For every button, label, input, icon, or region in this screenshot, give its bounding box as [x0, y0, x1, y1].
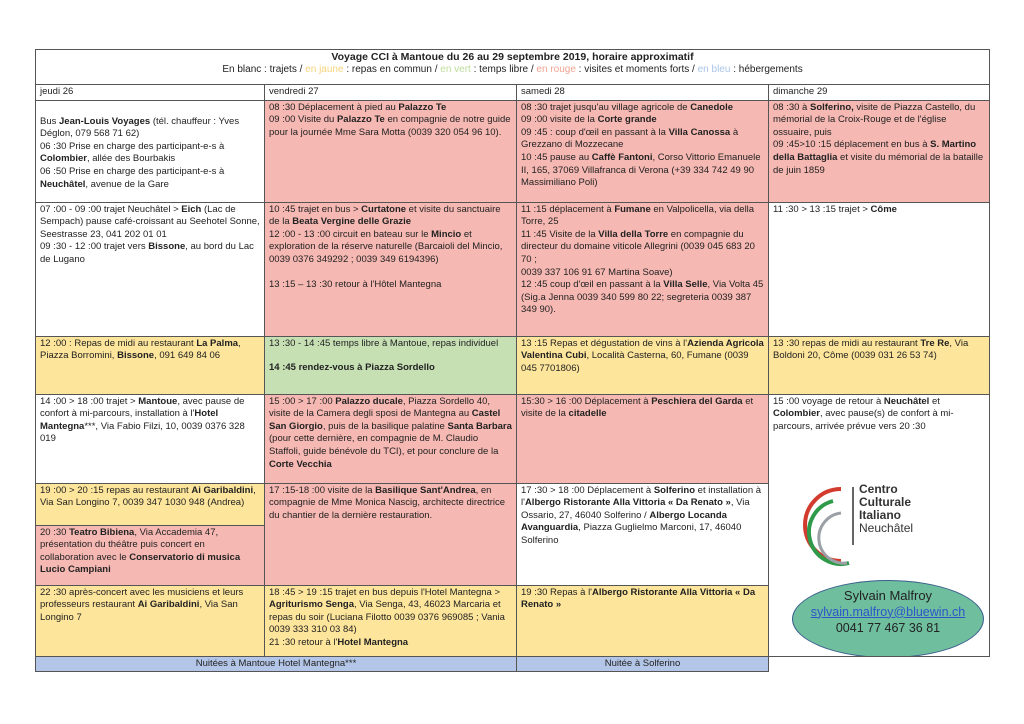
samedi-solferino-hotel: 17 :30 > 18 :00 Déplacement à Solferino et installation à l'Albergo Ristorante Alla Vittoria « Da Renato », Via Ossario, 27, 46040 Solferino / Albergo Locanda Avanguardia, Piazza Guglielmo Marconi, 17, 46040 Solferino	[517, 483, 769, 585]
vendredi-free-time: 13 :30 - 14 :45 temps libre à Mantoue, repas individuel 14 :45 rendez-vous à Piazza Sordello	[265, 336, 517, 394]
jeudi-trip-mantoue: 14 :00 > 18 :00 trajet > Mantoue, avec pause de confort à mi-parcours, installation à l'Hotel Mantegna***, Via Fabio Filzi, 10, 0039 0376 328 019	[36, 394, 265, 483]
samedi-fumane-villa: 11 :15 déplacement à Fumane en Valpolicella, via della Torre, 25 11 :45 Visite de la Villa della Torre en compagnie du directeur du domaine viticole Allegrini (0039 045 683 20 70 ; 0039 337 106 91 67 Martina Soave) 12 :45 coup d'œil en passant à la Villa Selle, Via Volta 45 (Sig.a Jenna 0039 340 599 80 22; segreteria 0039 387 349 90).	[517, 202, 769, 336]
day-header-dimanche: dimanche 29	[769, 85, 990, 101]
schedule-sheet	[35, 49, 989, 672]
contact-phone: 0041 77 467 36 81	[835, 620, 941, 635]
jeudi-trip-eich: 07 :00 - 09 :00 trajet Neuchâtel > Eich (Lac de Sempach) pause café-croissant au Seehotel Sonne, Seestrasse 23, 041 202 01 01 09 :30 - 12 :00 trajet vers Bissone, au bord du Lac de Lugano	[36, 202, 265, 336]
vendredi-agriturismo: 18 :45 > 19 :15 trajet en bus depuis l'Hotel Mantegna > Agriturismo Senga, Via Senga, 43, 46023 Marcaria et repas du soir (Luciana Filotto 0039 0376 969085 ; Vania 0039 333 310 03 84) 21 :30 retour à l'Hotel Mantegna	[265, 585, 517, 656]
vendredi-palazzo-te: 08 :30 Déplacement à pied au Palazzo Te 09 :00 Visite du Palazzo Te en compagnie de notre guide pour la journée Mme Sara Motta (0039 320 054 96 10).	[265, 100, 517, 202]
vendredi-palazzo-ducale: 15 :00 > 17 :00 Palazzo ducale, Piazza Sordello 40, visite de la Camera degli sposi de Mantegna au Castel San Giorgio, puis de la basilique palatine Santa Barbara (pour cette dernière, en compagnie de M. Claudio Staffoli, guide bénévole du TCI), et pour conclure de la Corte Vecchia	[265, 394, 517, 483]
legend-blue: en bleu	[697, 64, 731, 75]
jeudi-after-concert: 22 :30 après-concert avec les musiciens et leurs professeurs restaurant Ai Garibaldini, Via San Longino 7	[36, 585, 265, 656]
contact-oval	[792, 580, 984, 657]
legend-yellow: en jaune	[305, 64, 344, 75]
dimanche-return-contact: 15 :00 voyage de retour à Neuchâtel et Colombier, avec pause(s) de confort à mi-parcours, arrivée prévue vers 20 :30 Centro Culturale Italiano Neuchâtel Sylvain Malfroy sylvain.malfroy@bluewin.ch 0041 77 467 36 81	[769, 394, 990, 656]
jeudi-lunch-la-palma: 12 :00 : Repas de midi au restaurant La Palma, Piazza Borromini, Bissone, 091 649 84 06	[36, 336, 265, 394]
lodging-solferino: Nuitée à Solferino	[517, 656, 769, 672]
schedule-table	[35, 49, 990, 672]
jeudi-teatro-bibiena: 20 :30 Teatro Bibiena, Via Accademia 47, présentation du théâtre puis concert en collaboration avec le Conservatorio di musica Lucio Campiani	[36, 525, 265, 585]
day-header-samedi: samedi 28	[517, 85, 769, 101]
dimanche-trip-come: 11 :30 > 13 :15 trajet > Côme	[769, 202, 990, 336]
dimanche-solferino-visit: 08 :30 à Solferino, visite de Piazza Castello, du mémorial de la Croix-Rouge et de l'église ossuaire, puis 09 :45>10 :15 déplacement en bus à S. Martino della Battaglia et visite du mémorial de la bataille de juin 1859	[769, 100, 990, 202]
table-header	[36, 50, 990, 85]
samedi-peschiera: 15:30 > 16 :00 Déplacement à Peschiera del Garda et visite de la citadelle	[517, 394, 769, 483]
samedi-dinner-renato: 19 :30 Repas à l'Albergo Ristorante Alla Vittoria « Da Renato »	[517, 585, 769, 656]
legend-red: en rouge	[536, 64, 576, 75]
lodging-mantoue: Nuitées à Mantoue Hotel Mantegna***	[36, 656, 517, 672]
cci-logo-text: Centro Culturale Italiano Neuchâtel	[859, 481, 914, 535]
vendredi-sant-andrea: 17 :15-18 :00 visite de la Basilique Sant'Andrea, en compagnie de Mme Monica Nascig, architecte directrice du chantier de la dernière restauration.	[265, 483, 517, 585]
legend-green: en vert	[440, 64, 471, 75]
page-title: Voyage CCI à Mantoue du 26 au 29 septembre 2019, horaire approximatif	[331, 51, 694, 63]
samedi-morning-visits: 08 :30 trajet jusqu'au village agricole de Canedole 09 :00 visite de la Corte grande 09 :45 : coup d'œil en passant à la Villa Canossa à Grezzano di Mozzecane 10 :45 pause au Caffè Fantoni, Corso Vittorio Emanuele II, 165, 37069 Villafranca di Verona (+39 334 742 49 90 Massimiliano Poli)	[517, 100, 769, 202]
samedi-lunch-cubi: 13 :15 Repas et dégustation de vins à l'Azienda Agricola Valentina Cubi, Località Casterna, 60, Fumane (0039 045 7701806)	[517, 336, 769, 394]
day-header-vendredi: vendredi 27	[265, 85, 517, 101]
dimanche-lunch-tre-re: 13 :30 repas de midi au restaurant Tre Re, Via Boldoni 20, Côme (0039 031 26 53 74)	[769, 336, 990, 394]
jeudi-dinner-garibaldini: 19 :00 > 20 :15 repas au restaurant Ai Garibaldini, Via San Longino 7, 0039 347 1030 948 (Andrea)	[36, 483, 265, 525]
day-header-jeudi: jeudi 26	[36, 85, 265, 101]
color-legend: En blanc : trajets / en jaune : repas en commun / en vert : temps libre / en rouge : visites et moments forts / en bleu : hébergements	[222, 64, 803, 75]
vendredi-curtatone-mincio: 10 :45 trajet en bus > Curtatone et visite du sanctuaire de la Beata Vergine delle Grazie 12 :00 - 13 :00 circuit en bateau sur le Mincio et exploration de la réserve naturelle (Barcaioli del Mincio, 0039 0376 349292 ; 0039 349 6194396) 13 :15 – 13 :30 retour à l'Hôtel Mantegna	[265, 202, 517, 336]
contact-email-link[interactable]: sylvain.malfroy@bluewin.ch	[810, 604, 966, 619]
jeudi-morning-departure: Bus Jean-Louis Voyages (tél. chauffeur : Yves Déglon, 079 568 71 62) 06 :30 Prise en charge des participant-e-s à Colombier, allée des Bourbakis 06 :50 Prise en charge des participant-e-s à Neuchâtel, avenue de la Gare	[36, 100, 265, 202]
contact-name: Sylvain Malfroy	[843, 587, 933, 603]
